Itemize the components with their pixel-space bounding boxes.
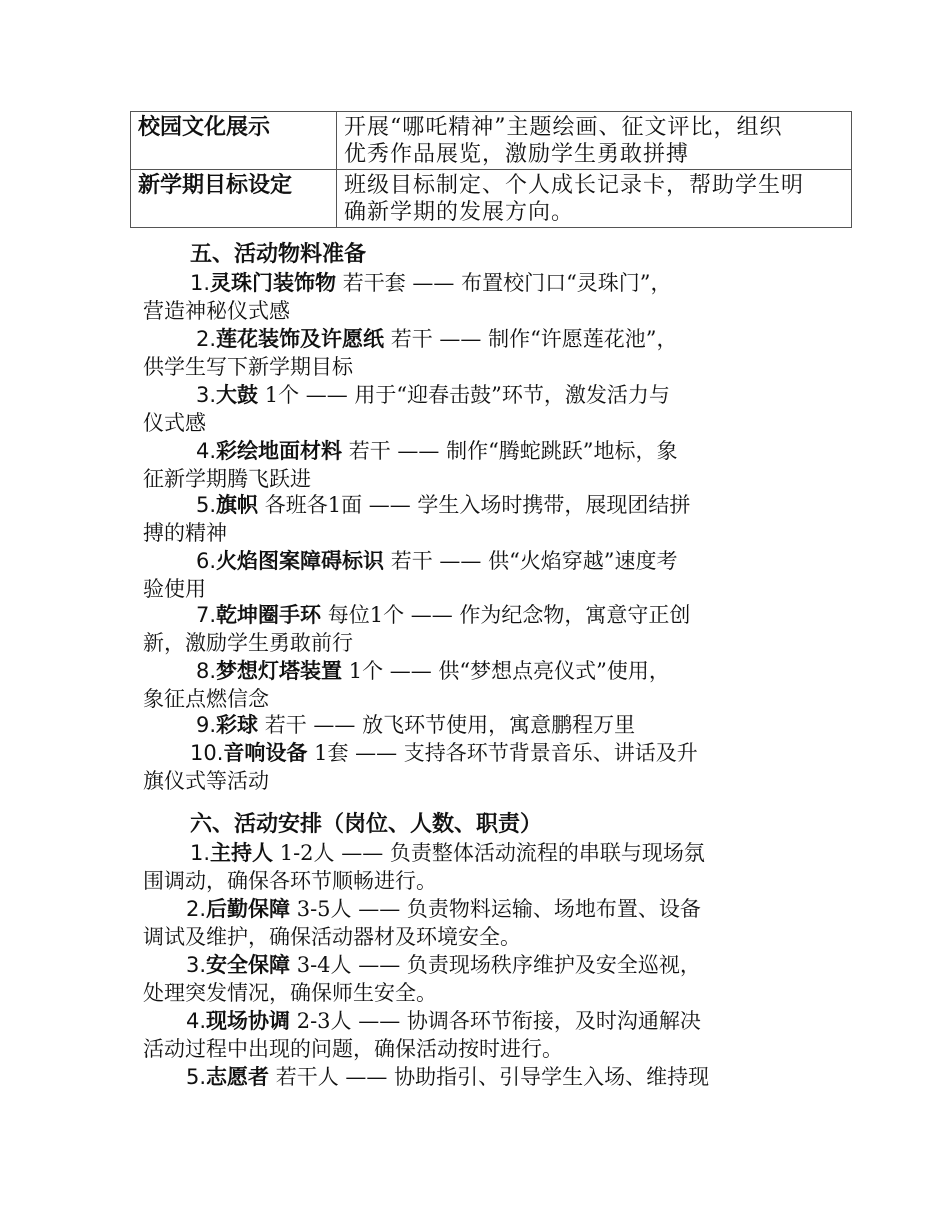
- item-name: 安全保障: [206, 953, 291, 977]
- item-number: 10.: [190, 741, 224, 765]
- table-value-cell: [337, 170, 852, 228]
- list-item-line: [143, 839, 823, 867]
- list-item: [143, 1007, 823, 1063]
- item-name: 大鼓: [216, 383, 259, 407]
- item-number: 3.: [186, 953, 207, 977]
- item-description-continued: 活动过程中出现的问题，确保活动按时进行。: [143, 1037, 563, 1061]
- section-heading: 六、活动安排（岗位、人数、职责）: [190, 812, 543, 837]
- item-number: 2.: [196, 327, 217, 351]
- list-item-line: [143, 739, 823, 767]
- item-description-continued: 仪式感: [143, 411, 206, 435]
- item-description-continued: 处理突发情况，确保师生安全。: [143, 981, 437, 1005]
- item-description: 每位1个 —— 作为纪念物，寓意守正创: [321, 603, 691, 627]
- item-description: 1套 —— 支持各环节背景音乐、讲话及升: [307, 741, 698, 765]
- item-name: 旗帜: [216, 493, 259, 517]
- list-item: [143, 839, 823, 895]
- list-item-line: [143, 711, 823, 739]
- item-number: 4.: [196, 439, 217, 463]
- item-description-continued: 供学生写下新学期目标: [143, 355, 353, 379]
- item-name: 志愿者: [206, 1065, 270, 1089]
- list-item: [143, 325, 823, 381]
- table-value-line: 优秀作品展览，激励学生勇敢拼搏: [344, 142, 690, 167]
- item-description-continued: 搏的精神: [143, 521, 227, 545]
- item-description: 1个 —— 用于“迎春击鼓”环节，激发活力与: [258, 383, 670, 407]
- list-item-line: [143, 381, 823, 409]
- item-number: 6.: [196, 549, 217, 573]
- list-item-line: [143, 437, 823, 465]
- list-item: [143, 491, 823, 547]
- list-item: [143, 657, 823, 713]
- item-number: 5.: [186, 1065, 207, 1089]
- item-description: 1个 —— 供“梦想点亮仪式”使用，: [342, 659, 670, 683]
- item-number: 9.: [196, 713, 217, 737]
- item-description: 1-2人 —— 负责整体活动流程的串联与现场氛: [273, 841, 705, 865]
- table-key-cell: 新学期目标设定: [131, 170, 337, 228]
- item-description: 若干套 —— 布置校门口“灵珠门”，: [336, 271, 672, 295]
- item-name: 主持人: [210, 841, 274, 865]
- item-number: 4.: [186, 1009, 207, 1033]
- list-item: [143, 547, 823, 603]
- item-description: 若干 —— 制作“许愿莲花池”，: [384, 327, 678, 351]
- list-item: [143, 711, 823, 739]
- item-number: 3.: [196, 383, 217, 407]
- list-item-line: [143, 491, 823, 519]
- item-description: 2-3人 —— 协调各环节衔接，及时沟通解决: [290, 1009, 701, 1033]
- item-name: 后勤保障: [206, 897, 291, 921]
- list-item-line: [143, 895, 823, 923]
- table-row: [131, 112, 852, 170]
- item-description-continued: 征新学期腾飞跃进: [143, 467, 311, 491]
- item-description: 若干 —— 放飞环节使用，寓意鹏程万里: [258, 713, 636, 737]
- item-number: 2.: [186, 897, 207, 921]
- item-number: 1.: [190, 841, 211, 865]
- item-number: 5.: [196, 493, 217, 517]
- list-item-line: [143, 601, 823, 629]
- item-description-continued: 旗仪式等活动: [143, 769, 269, 793]
- item-name: 彩球: [216, 713, 259, 737]
- item-name: 梦想灯塔装置: [216, 659, 343, 683]
- item-description: 若干 —— 制作“腾蛇跳跃”地标，象: [342, 439, 678, 463]
- table-value-line: 班级目标制定、个人成长记录卡，帮助学生明: [344, 173, 805, 198]
- list-item-line: [143, 269, 823, 297]
- item-description-continued: 调试及维护，确保活动器材及环境安全。: [143, 925, 521, 949]
- table-value-line: 开展“哪吒精神”主题绘画、征文评比，组织: [344, 115, 783, 140]
- list-item: [143, 381, 823, 437]
- item-description: 若干人 —— 协助指引、引导学生入场、维持现: [269, 1065, 710, 1089]
- item-number: 7.: [196, 603, 217, 627]
- item-number: 1.: [190, 271, 211, 295]
- item-name: 彩绘地面材料: [216, 439, 343, 463]
- item-name: 火焰图案障碍标识: [216, 549, 385, 573]
- table-value-cell: [337, 112, 852, 170]
- list-item: [143, 739, 823, 795]
- item-description: 若干 —— 供“火焰穿越”速度考: [384, 549, 678, 573]
- list-item: [143, 269, 823, 325]
- list-item: [143, 1063, 823, 1091]
- table-value-line: 确新学期的发展方向。: [344, 200, 575, 225]
- list-item-line: [143, 325, 823, 353]
- item-description: 3-5人 —— 负责物料运输、场地布置、设备: [290, 897, 701, 921]
- item-name: 莲花装饰及许愿纸: [216, 327, 385, 351]
- section-heading: 五、活动物料准备: [190, 242, 367, 267]
- item-name: 音响设备: [223, 741, 308, 765]
- list-item: [143, 601, 823, 657]
- list-item-line: [143, 1007, 823, 1035]
- item-description-continued: 新，激励学生勇敢前行: [143, 631, 353, 655]
- list-item-line: [143, 547, 823, 575]
- list-item: [143, 895, 823, 951]
- table-key-cell: 校园文化展示: [131, 112, 337, 170]
- item-description-continued: 营造神秘仪式感: [143, 299, 290, 323]
- item-description: 各班各1面 —— 学生入场时携带，展现团结拼: [258, 493, 691, 517]
- list-item-line: [143, 951, 823, 979]
- item-description-continued: 围调动，确保各环节顺畅进行。: [143, 869, 437, 893]
- list-item-line: [143, 657, 823, 685]
- activity-table: [130, 111, 852, 228]
- table-row: [131, 170, 852, 228]
- item-description: 3-4人 —— 负责现场秩序维护及安全巡视，: [290, 953, 701, 977]
- item-number: 8.: [196, 659, 217, 683]
- item-description-continued: 验使用: [143, 577, 206, 601]
- item-name: 灵珠门装饰物: [210, 271, 337, 295]
- item-name: 乾坤圈手环: [216, 603, 322, 627]
- item-description-continued: 象征点燃信念: [143, 687, 269, 711]
- list-item: [143, 437, 823, 493]
- item-name: 现场协调: [206, 1009, 291, 1033]
- list-item: [143, 951, 823, 1007]
- list-item-line: [143, 1063, 823, 1091]
